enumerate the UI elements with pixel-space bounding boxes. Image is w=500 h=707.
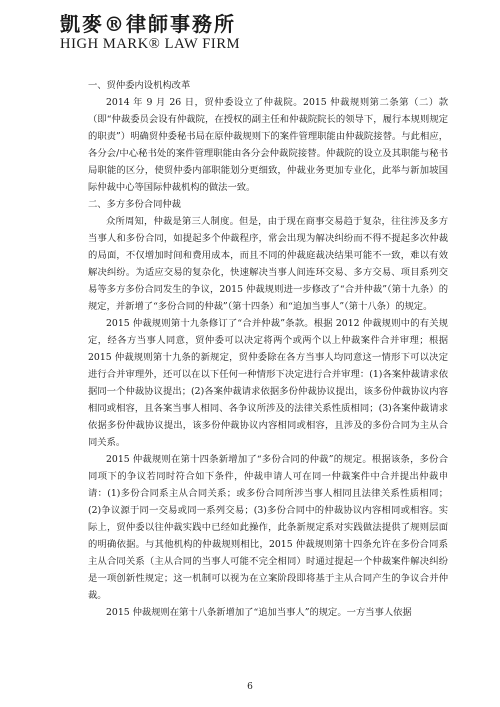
firm-logo-chinese: 凱麥®律師事務所 [60, 12, 236, 36]
paragraph-5: 2015 仲裁规则在第十八条新增加了“追加当事人”的规定。一方当事人依据 [106, 607, 412, 618]
paragraph-4: 2015 仲裁规则在第十四条新增加了“多份合同的仲裁”的规定。根据该条，多份合同项下的争议若同时符合如下条件，仲裁申请人可在同一仲裁案件中合并提出仲裁申请：(1)多份合同系主从合同关系；或多份合同所涉当事人相同且法律关系性质相同；(2)争议源于同一交易或同一系列交易；(3)多份合同中的仲裁协议内容相同或相容。实际上，贸仲委以往仲裁实践中已经如此操作，此条新规定系对实践做法提供了规则层面的明确依据。与其他机构的仲裁规则相比，2015 仲裁规则第十四条允许在多份合同系主从合同关系（主从合同的当事人可能不完全相同）时通过提起一个仲裁案件解决纠纷是一项创新性规定；这一机制可以视为在立案阶段即将基于主从合同产生的争议合并仲裁。 [88, 454, 448, 601]
paragraph-1: 2014 年 9 月 26 日，贸仲委设立了仲裁院。2015 仲裁规则第二条第（二）款（即“仲裁委员会设有仲裁院，在授权的副主任和仲裁院院长的领导下，履行本规则规定的职责”）明确贸仲委秘书局在原仲裁规则下的案件管理职能由仲裁院接替。与此相应，各分会/中心秘书处的案件管理职能由各分会仲裁院接替。仲裁院的设立及其职能与秘书局职能的区分，使贸仲委内部职能划分更细致，仲裁业务更加专业化，此举与新加坡国际仲裁中心等国际仲裁机构的做法一致。 [88, 97, 448, 193]
section-heading-2: 二、多方多份合同仲裁 [88, 199, 181, 210]
paragraph-2: 众所周知，仲裁是第三人制度。但是，由于现在商事交易趋于复杂，往往涉及多方当事人和多份合同，如提起多个仲裁程序，常会出现为解决纠纷而不得不提起多次仲裁的局面，不仅增加时间和费用成本，而且不同的仲裁庭裁决结果可能不一致，难以有效解决纠纷。为适应交易的复杂化，快速解决当事人间连环交易、多方交易、项目系列交易等多方多份合同发生的争议，2015 仲裁规则进一步修改了“合并仲裁”（第十九条）的规定，并新增了“多份合同的仲裁”（第十四条）和“追加当事人”（第十八条）的规定。 [88, 216, 448, 312]
firm-logo [60, 12, 260, 52]
firm-logo-english: HIGH MARK® LAW FIRM [60, 36, 241, 52]
page-number: 6 [247, 682, 253, 692]
paragraph-3: 2015 仲裁规则第十九条修订了“合并仲裁”条款。根据 2012 仲裁规则中的有关规定，经各方当事人同意，贸仲委可以决定将两个或两个以上仲裁案件合并审理；根据 2015 仲裁规则第十九条的新规定，贸仲委除在各方当事人均同意这一情形下可以决定进行合并审理外，还可以在以下任何一种情形下决定进行合并审理：(1)各案仲裁请求依据同一个仲裁协议提出；(2)各案仲裁请求依据多份仲裁协议提出，该多份仲裁协议内容相同或相容，且各案当事人相同、各争议所涉及的法律关系性质相同；(3)各案仲裁请求依据多份仲裁协议提出，该多份仲裁协议内容相同或相容，且涉及的多份合同为主从合同关系。 [88, 318, 448, 448]
section-heading-1: 一、贸仲委内设机构改革 [88, 80, 191, 91]
document-body [88, 77, 448, 621]
